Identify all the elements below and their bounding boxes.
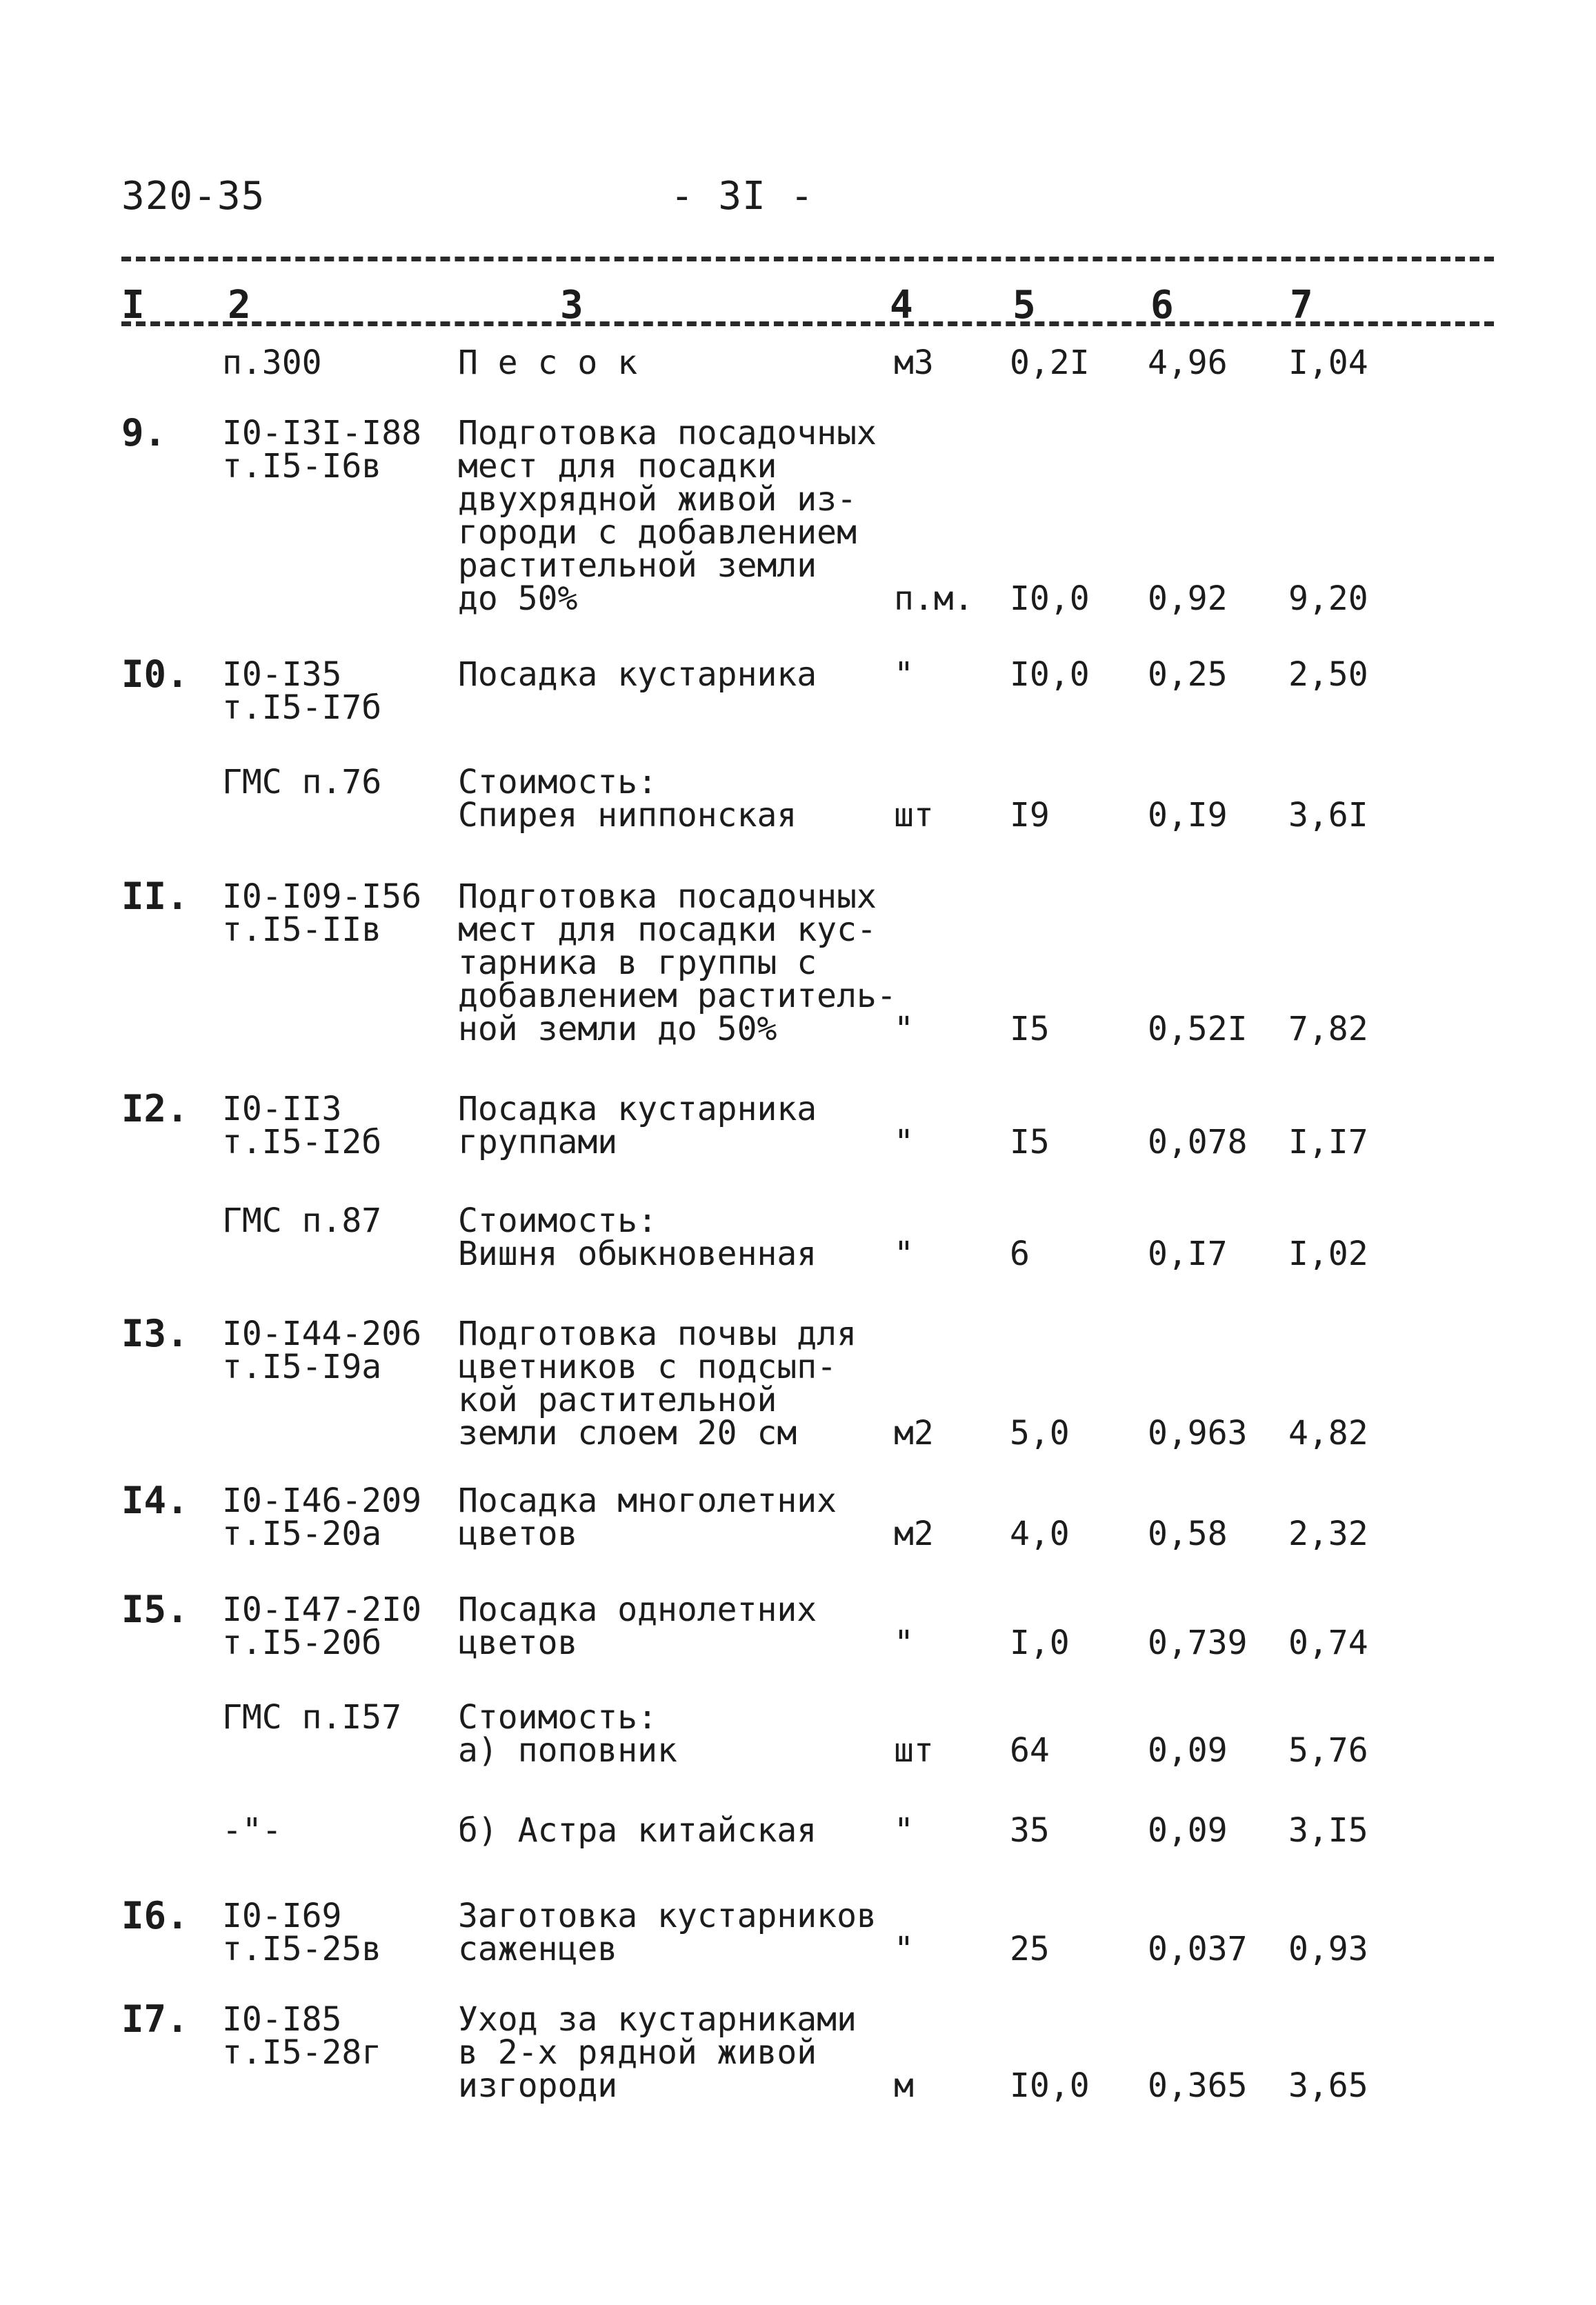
work-description-line: до 50% — [458, 579, 578, 618]
total-cost: 9,20 — [1288, 579, 1368, 618]
norm-code-line: I0-I46-209 — [222, 1481, 421, 1520]
unit: м2 — [894, 1515, 934, 1553]
norm-code — [222, 1092, 450, 1159]
norm-code-line: т.I5-20а — [222, 1515, 382, 1553]
column-header-6: 6 — [1150, 283, 1174, 328]
work-description — [458, 1698, 886, 1770]
total-cost: I,I7 — [1288, 1123, 1368, 1161]
item-number: I7. — [121, 1997, 189, 2041]
work-description-line: цветников с подсып- — [458, 1348, 837, 1386]
unit-price: 0,25 — [1148, 655, 1228, 694]
norm-code-line: т.I5-I6в — [222, 447, 382, 486]
unit-price: 0,I7 — [1148, 1235, 1228, 1273]
column-header-2: 2 — [228, 283, 251, 328]
page-number: - 3I - — [670, 174, 815, 219]
work-description-line: Вишня обыкновенная — [458, 1235, 817, 1273]
work-description — [458, 1092, 886, 1159]
work-description-line: ной земли до 50% — [458, 1010, 777, 1048]
item-number: I2. — [121, 1087, 189, 1130]
work-description — [458, 1481, 886, 1553]
work-description-line: Подготовка почвы для — [458, 1315, 857, 1353]
work-description — [458, 1899, 886, 1966]
work-description-line: тарника в группы с — [458, 944, 817, 982]
quantity: 4,0 — [1010, 1515, 1070, 1553]
quantity: I9 — [1010, 796, 1050, 835]
norm-code-line: ГМС п.87 — [222, 1201, 382, 1240]
work-description-line: П е с о к — [458, 343, 638, 382]
doc-code: 320-35 — [121, 174, 266, 219]
norm-code — [222, 1201, 450, 1240]
work-description-line: изгороди — [458, 2066, 618, 2105]
unit: м2 — [894, 1414, 934, 1453]
work-description — [458, 1590, 886, 1662]
unit: м — [894, 2066, 914, 2105]
norm-code-line: т.I5-IIв — [222, 910, 382, 949]
work-description-line: Стоимость: — [458, 763, 657, 801]
work-description-line: группами — [458, 1123, 618, 1161]
total-cost: 3,65 — [1288, 2066, 1368, 2105]
unit-price: 0,58 — [1148, 1515, 1228, 1553]
norm-code — [222, 343, 450, 382]
quantity: I0,0 — [1010, 579, 1090, 618]
work-description — [458, 414, 886, 618]
norm-code-line: I0-I47-2I0 — [222, 1590, 421, 1629]
norm-code-line: I0-I09-I56 — [222, 877, 421, 916]
work-description — [458, 1201, 886, 1273]
work-description-line: Посадка кустарника — [458, 1090, 817, 1128]
unit: " — [894, 655, 914, 694]
norm-code-line: т.I5-25в — [222, 1930, 382, 1968]
unit: " — [894, 1930, 914, 1968]
item-number: II. — [121, 875, 189, 918]
norm-code — [222, 1590, 450, 1662]
norm-code — [222, 1899, 450, 1966]
quantity: I0,0 — [1010, 2066, 1090, 2105]
norm-code — [222, 1698, 450, 1737]
unit-price: 0,I9 — [1148, 796, 1228, 835]
work-description-line: двухрядной живой из- — [458, 480, 857, 519]
norm-code-line: т.I5-I2б — [222, 1123, 382, 1161]
unit-price: 0,739 — [1148, 1624, 1248, 1662]
work-description — [458, 1315, 886, 1453]
unit: " — [894, 1624, 914, 1662]
unit: п.м. — [894, 579, 974, 618]
work-description-line: Стоимость: — [458, 1201, 657, 1240]
unit-price: 0,078 — [1148, 1123, 1248, 1161]
unit-price: 0,09 — [1148, 1811, 1228, 1850]
unit-price: 0,09 — [1148, 1731, 1228, 1770]
unit-price: 4,96 — [1148, 343, 1228, 382]
work-description-line: а) поповник — [458, 1731, 677, 1770]
norm-code-line: -"- — [222, 1811, 282, 1850]
norm-code-line: ГМС п.76 — [222, 763, 382, 801]
total-cost: I,02 — [1288, 1235, 1368, 1273]
item-number: I4. — [121, 1479, 189, 1522]
quantity: 5,0 — [1010, 1414, 1070, 1453]
work-description-line: кой растительной — [458, 1381, 777, 1419]
norm-code — [222, 877, 450, 949]
norm-code — [222, 1481, 450, 1553]
item-number: I5. — [121, 1588, 189, 1631]
unit: шт — [894, 796, 934, 835]
work-description-line: растительной земли — [458, 546, 817, 585]
item-number: 9. — [121, 411, 167, 455]
quantity: I5 — [1010, 1123, 1050, 1161]
total-cost: 3,6I — [1288, 796, 1368, 835]
norm-code-line: т.I5-I9а — [222, 1348, 382, 1386]
work-description-line: в 2-х рядной живой — [458, 2033, 817, 2072]
norm-code-line: I0-I85 — [222, 2000, 342, 2039]
unit: " — [894, 1811, 914, 1850]
top-dashed-rule — [121, 257, 1494, 261]
work-description-line: саженцев — [458, 1930, 618, 1968]
unit-price: 0,037 — [1148, 1930, 1248, 1968]
quantity: 0,2I — [1010, 343, 1090, 382]
norm-code-line: п.300 — [222, 343, 322, 382]
total-cost: 7,82 — [1288, 1010, 1368, 1048]
norm-code-line: I0-I44-206 — [222, 1315, 421, 1353]
work-description-line: Заготовка кустарников — [458, 1897, 877, 1935]
norm-code — [222, 763, 450, 801]
total-cost: 2,50 — [1288, 655, 1368, 694]
work-description — [458, 877, 897, 1048]
total-cost: 4,82 — [1288, 1414, 1368, 1453]
norm-code — [222, 414, 450, 486]
norm-code-line: I0-I69 — [222, 1897, 342, 1935]
total-cost: I,04 — [1288, 343, 1368, 382]
norm-code-line: I0-II3 — [222, 1090, 342, 1128]
unit: " — [894, 1235, 914, 1273]
unit: шт — [894, 1731, 934, 1770]
work-description-line: городи с добавлением — [458, 513, 857, 552]
total-cost: 2,32 — [1288, 1515, 1368, 1553]
norm-code — [222, 1317, 450, 1384]
quantity: I5 — [1010, 1010, 1050, 1048]
norm-code-line: ГМС п.I57 — [222, 1698, 402, 1737]
work-description-line: мест для посадки кус- — [458, 910, 877, 949]
item-number: I6. — [121, 1894, 189, 1937]
item-number: I3. — [121, 1312, 189, 1355]
norm-code-line: т.I5-I7б — [222, 688, 382, 727]
quantity: I0,0 — [1010, 655, 1090, 694]
work-description-line: земли слоем 20 см — [458, 1414, 797, 1453]
quantity: I,0 — [1010, 1624, 1070, 1662]
work-description — [458, 1811, 886, 1850]
column-header-7: 7 — [1290, 283, 1313, 328]
norm-code-line: I0-I35 — [222, 655, 342, 694]
work-description — [458, 2000, 886, 2105]
norm-code — [222, 655, 450, 727]
unit-price: 0,52I — [1148, 1010, 1248, 1048]
work-description-line: б) Астра китайская — [458, 1811, 817, 1850]
total-cost: 3,I5 — [1288, 1811, 1368, 1850]
work-description-line: Посадка кустарника — [458, 655, 817, 694]
work-description-line: Подготовка посадочных — [458, 877, 877, 916]
quantity: 64 — [1010, 1731, 1050, 1770]
column-header-3: 3 — [560, 283, 583, 328]
work-description-line: Посадка однолетних — [458, 1590, 817, 1629]
norm-code-line: т.I5-28г — [222, 2033, 382, 2072]
column-header-1: I — [121, 283, 145, 328]
unit-price: 0,963 — [1148, 1414, 1248, 1453]
work-description-line: Уход за кустарниками — [458, 2000, 857, 2039]
column-header-5: 5 — [1013, 283, 1036, 328]
work-description-line: цветов — [458, 1624, 578, 1662]
column-header-4: 4 — [890, 283, 913, 328]
norm-code-line: I0-I3I-I88 — [222, 414, 421, 452]
work-description-line: Стоимость: — [458, 1698, 657, 1737]
header-dashed-rule — [121, 321, 1494, 326]
unit: " — [894, 1010, 914, 1048]
work-description — [458, 655, 886, 694]
norm-code — [222, 1811, 450, 1850]
norm-code — [222, 2000, 450, 2072]
total-cost: 0,74 — [1288, 1624, 1368, 1662]
quantity: 35 — [1010, 1811, 1050, 1850]
work-description-line: Спирея ниппонская — [458, 796, 797, 835]
unit: м3 — [894, 343, 934, 382]
work-description-line: Посадка многолетних — [458, 1481, 837, 1520]
work-description-line: цветов — [458, 1515, 578, 1553]
unit: " — [894, 1123, 914, 1161]
unit-price: 0,92 — [1148, 579, 1228, 618]
unit-price: 0,365 — [1148, 2066, 1248, 2105]
total-cost: 0,93 — [1288, 1930, 1368, 1968]
work-description — [458, 343, 886, 382]
quantity: 6 — [1010, 1235, 1030, 1273]
total-cost: 5,76 — [1288, 1731, 1368, 1770]
quantity: 25 — [1010, 1930, 1050, 1968]
norm-code-line: т.I5-20б — [222, 1624, 382, 1662]
item-number: I0. — [121, 652, 189, 696]
work-description-line: Подготовка посадочных — [458, 414, 877, 452]
work-description — [458, 763, 886, 835]
work-description-line: мест для посадки — [458, 447, 777, 486]
work-description-line: добавлением раститель- — [458, 977, 897, 1015]
